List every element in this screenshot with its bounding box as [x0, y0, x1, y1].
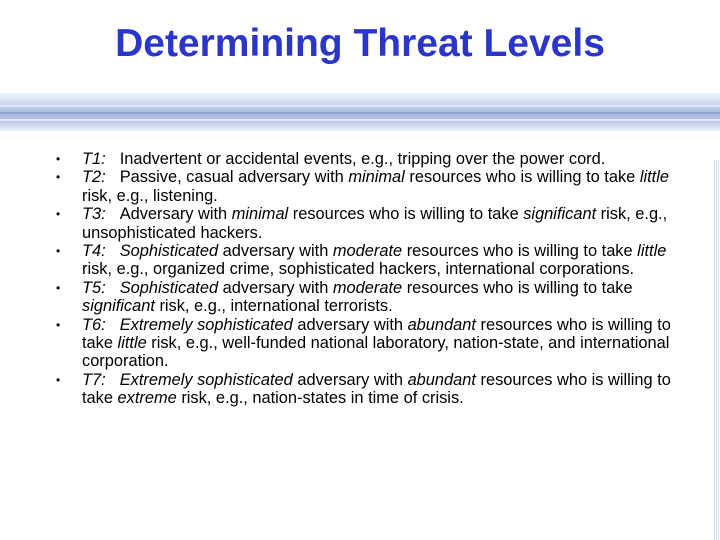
threat-level-item: [0, 316, 672, 371]
threat-level-code: T6:: [82, 315, 106, 334]
bullet-marker: •: [56, 372, 61, 387]
threat-level-code: T1:: [82, 150, 106, 168]
bullet-marker: •: [56, 280, 61, 295]
description-text: resources who is willing to take: [82, 315, 671, 353]
threat-level-item: [0, 205, 672, 242]
bullet-marker: •: [56, 152, 61, 166]
emphasized-text: little: [639, 168, 669, 187]
emphasized-text: Sophisticated: [119, 278, 219, 297]
emphasized-text: little: [117, 334, 147, 353]
threat-level-item: [0, 150, 672, 168]
description-text: resources who is willing to take: [82, 370, 671, 408]
emphasized-text: extreme: [117, 389, 177, 408]
description-text: Adversary with: [119, 205, 232, 224]
description-text: adversary with: [292, 315, 408, 334]
threat-level-code: T2:: [82, 168, 106, 187]
banner-stripe: [0, 112, 720, 114]
description-text: resources who is willing to take: [288, 205, 524, 224]
slide-title: Determining Threat Levels: [115, 22, 605, 65]
threat-level-item: [0, 168, 672, 205]
emphasized-text: Extremely sophisticated: [119, 315, 293, 334]
description-text: resources who is willing to take: [402, 242, 638, 261]
threat-level-code: T7:: [82, 370, 106, 389]
banner-stripe: [0, 119, 720, 121]
threat-level-item: [0, 242, 672, 279]
description-text: risk, e.g., nation-states in time of crisis.: [176, 389, 464, 408]
emphasized-text: moderate: [332, 278, 403, 297]
description-text: risk, e.g., international terrorists.: [154, 297, 393, 316]
description-text: Inadvertent or accidental events, e.g., tripping over the power cord.: [119, 150, 606, 168]
threat-level-item: [0, 371, 672, 408]
banner-stripe: [0, 105, 720, 107]
threat-level-code: T3:: [82, 205, 106, 224]
emphasized-text: little: [637, 242, 667, 261]
bullet-marker: •: [56, 244, 61, 259]
emphasized-text: significant: [523, 205, 597, 224]
bullet-marker: •: [56, 317, 61, 332]
description-text: risk, e.g., listening.: [82, 186, 218, 205]
bullet-marker: •: [56, 207, 61, 222]
description-text: risk, e.g., unsophisticated hackers.: [82, 205, 668, 242]
threat-level-code: T5:: [82, 278, 106, 297]
description-text: adversary with: [292, 370, 408, 389]
emphasized-text: minimal: [231, 205, 289, 224]
title-banner: [0, 93, 720, 131]
description-text: risk, e.g., organized crime, sophisticated hackers, international corporations.: [82, 260, 635, 279]
emphasized-text: abundant: [407, 370, 476, 389]
emphasized-text: abundant: [407, 315, 476, 334]
threat-level-code: T4:: [82, 242, 106, 261]
description-text: risk, e.g., well-funded national laboratory, nation-state, and international corporation.: [82, 334, 670, 371]
description-text: resources who is willing to take: [404, 168, 640, 187]
emphasized-text: Extremely sophisticated: [119, 370, 293, 389]
description-text: resources who is willing to take: [402, 278, 633, 297]
description-text: adversary with: [218, 278, 333, 297]
emphasized-text: moderate: [332, 242, 403, 261]
threat-level-list: [0, 150, 720, 408]
emphasized-text: minimal: [348, 168, 405, 187]
emphasized-text: significant: [82, 297, 155, 316]
description-text: Passive, casual adversary with: [119, 168, 349, 187]
bullet-marker: •: [56, 170, 61, 185]
description-text: adversary with: [218, 242, 333, 261]
threat-level-item: [0, 279, 672, 316]
emphasized-text: Sophisticated: [119, 242, 219, 261]
